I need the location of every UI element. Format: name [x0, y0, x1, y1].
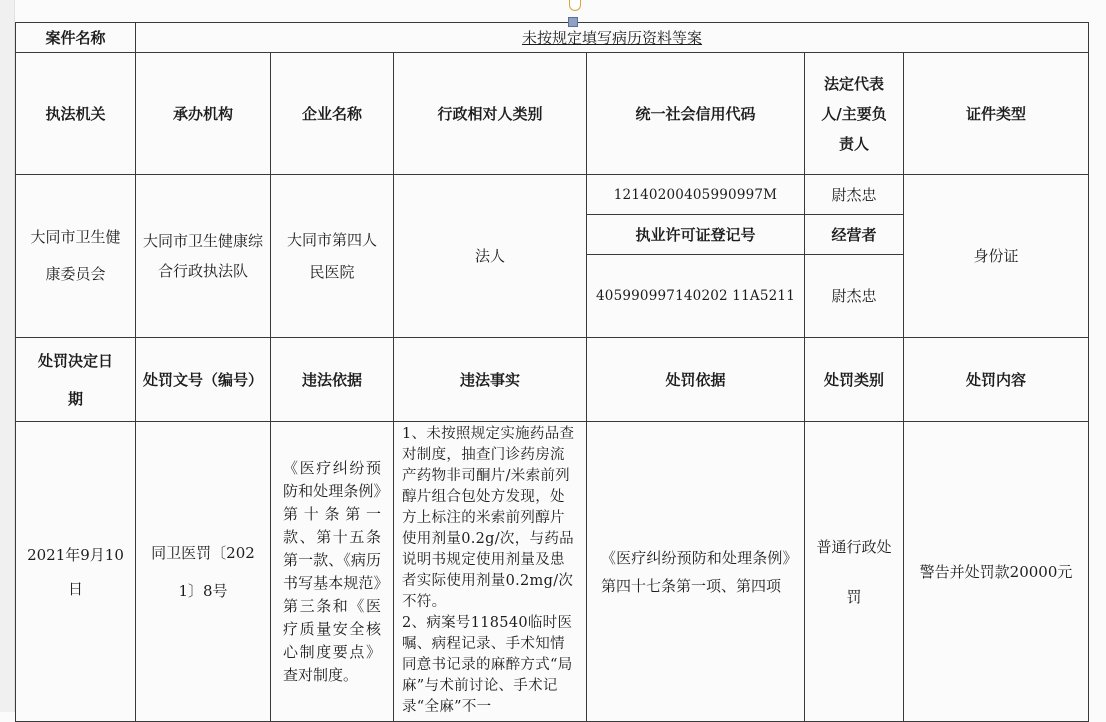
- operator-label: 经营者: [805, 215, 904, 255]
- violation-basis-value: 《医疗纠纷预防和处理条例》第十条第一款、第十五条第一款、《病历书写基本规范》第三条和《医疗质量安全核心制度要点》查对制度。: [271, 422, 394, 722]
- header-penalty-content: 处罚内容: [904, 338, 1089, 422]
- party-type-value: 法人: [394, 175, 587, 338]
- penalty-content-value: 警告并处罚款20000元: [904, 422, 1089, 722]
- facts-value: [394, 422, 587, 722]
- penalty-type-value: 普通行政处罚: [805, 422, 904, 722]
- agency-value: 大同市卫生健康委员会: [16, 175, 136, 338]
- header-row-2: [16, 338, 1089, 422]
- date-value: 2021年9月10日: [16, 422, 136, 722]
- legal-rep-value: 尉杰忠: [805, 175, 904, 215]
- company-value: 大同市第四人民医院: [271, 175, 394, 338]
- cert-type-value: 身份证: [904, 175, 1089, 338]
- penalty-basis-value: 《医疗纠纷预防和处理条例》第四十七条第一项、第四项: [587, 422, 805, 722]
- header-cert-type: 证件类型: [904, 53, 1089, 175]
- operator-value: 尉杰忠: [805, 255, 904, 338]
- header-row-1: [16, 53, 1089, 175]
- doc-no-value: 同卫医罚〔2021〕8号: [136, 422, 271, 722]
- case-table: [15, 22, 1089, 722]
- header-penalty-basis: 处罚依据: [587, 338, 805, 422]
- header-handler: 承办机构: [136, 53, 271, 175]
- page-margin: [0, 0, 15, 712]
- credit-code-value: 12140200405990997M: [587, 175, 805, 215]
- header-violation-basis: 违法依据: [271, 338, 394, 422]
- case-name-value[interactable]: 未按规定填写病历资料等案: [136, 23, 1089, 53]
- license-no-value: 405990997140202 11A5211: [587, 255, 805, 338]
- info-row-top: [16, 175, 1089, 215]
- facts-text: 1、未按照规定实施药品查对制度，抽查门诊药房流产药物非司酮片/米索前列醇片组合包处方发现，处方上标注的米索前列醇片使用剂量0.2g/次，与药品说明书规定使用剂量及患者实际使用剂量0.2mg/次不符。 2、病案号118540临时医嘱、病程记录、手术知情同意书记录的麻醉方式“局麻”与术前讨论、手术记录“全麻”不一: [402, 426, 575, 715]
- header-legal-rep: 法定代表人/主要负责人: [805, 53, 904, 175]
- detail-row: [16, 422, 1089, 722]
- anchor-marker-icon: [569, 0, 581, 11]
- header-doc-no: 处罚文号（编号）: [136, 338, 271, 422]
- license-label: 执业许可证登记号: [587, 215, 805, 255]
- header-date: 处罚决定日期: [16, 338, 136, 422]
- header-party-type: 行政相对人类别: [394, 53, 587, 175]
- case-name-label: 案件名称: [16, 23, 136, 53]
- selection-handle-icon[interactable]: [568, 17, 578, 27]
- header-company: 企业名称: [271, 53, 394, 175]
- header-credit-code: 统一社会信用代码: [587, 53, 805, 175]
- case-name-row: [16, 23, 1089, 53]
- handler-value: 大同市卫生健康综合行政执法队: [136, 175, 271, 338]
- header-facts: 违法事实: [394, 338, 587, 422]
- header-agency: 执法机关: [16, 53, 136, 175]
- header-penalty-type: 处罚类别: [805, 338, 904, 422]
